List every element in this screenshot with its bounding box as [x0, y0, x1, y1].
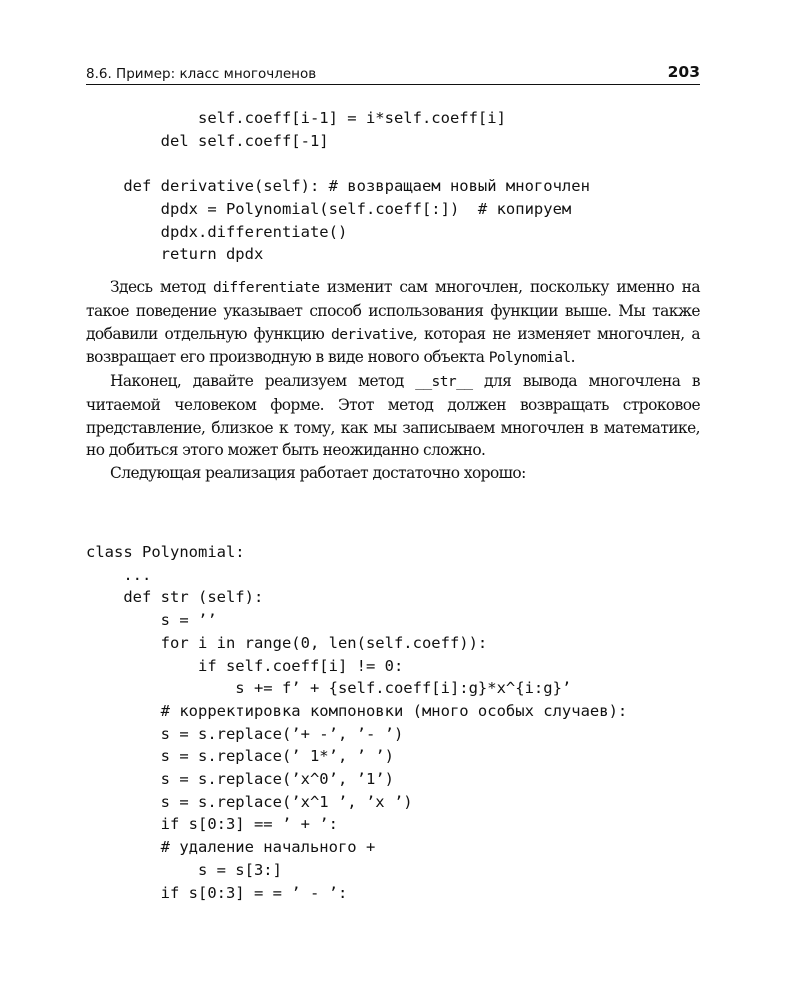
text-run: изменит сам многочлен, поскольку именно на такое поведение указывает способ использования функции выше. Мы также добавили отдельную функцию — [86, 278, 700, 343]
section-title: 8.6. Пример: класс многочленов — [86, 66, 317, 82]
text-run: . — [570, 348, 575, 367]
inline-code: derivative — [331, 325, 413, 343]
text-run: Здесь метод — [110, 278, 213, 296]
text-run: Наконец, давайте реализуем метод — [110, 372, 416, 390]
inline-code: Polynomial — [488, 349, 571, 367]
page-number: 203 — [667, 63, 700, 81]
paragraph-implementation: Следующая реализация работает достаточно хорошо: — [110, 464, 526, 482]
text-run: , которая не изменяет многочлен, а возвращает его производную в виде нового объекта — [86, 324, 700, 367]
body-text — [86, 276, 700, 485]
inline-code: __str__ — [415, 373, 473, 390]
code-block-str: class Polynomial: ... def str (self): s = ’’ for i in range(0, len(self.coeff)): if self.coeff[i] != 0: s += f’ + {self.coeff[i]:g}*x^{i:g}’ # корректировка компоновки (много особых случаев): s = s.replace(’+ -’, ’- ’) s = s.replace(’ 1*’, ’ ’) s = s.replace(’x^0’, ’1’) s = s.replace(’x^1 ’, ’x ’) if s[0:3] == ’ + ’: # удаление начального + s = s[3:] if s[0:3] = = ’ - ’: — [86, 543, 628, 902]
paragraph-differentiate — [86, 276, 700, 370]
inline-code: differentiate — [213, 279, 320, 296]
running-header — [86, 64, 700, 85]
paragraph-str-method — [86, 370, 700, 462]
code-block-derivative: self.coeff[i-1] = i*self.coeff[i] del self.coeff[-1] def derivative(self): # возвращаем новый многочлен dpdx = Polynomial(self.coeff[:]) # копируем dpdx.differentiate() return dpdx — [123, 109, 590, 264]
text-run: для вывода многочлена в читаемой человеком форме. Этот метод должен возвращать строковое представление, близкое к тому, как мы записываем многочлен в математике, но добиться этого может быть неожиданно сложно. — [86, 372, 700, 460]
